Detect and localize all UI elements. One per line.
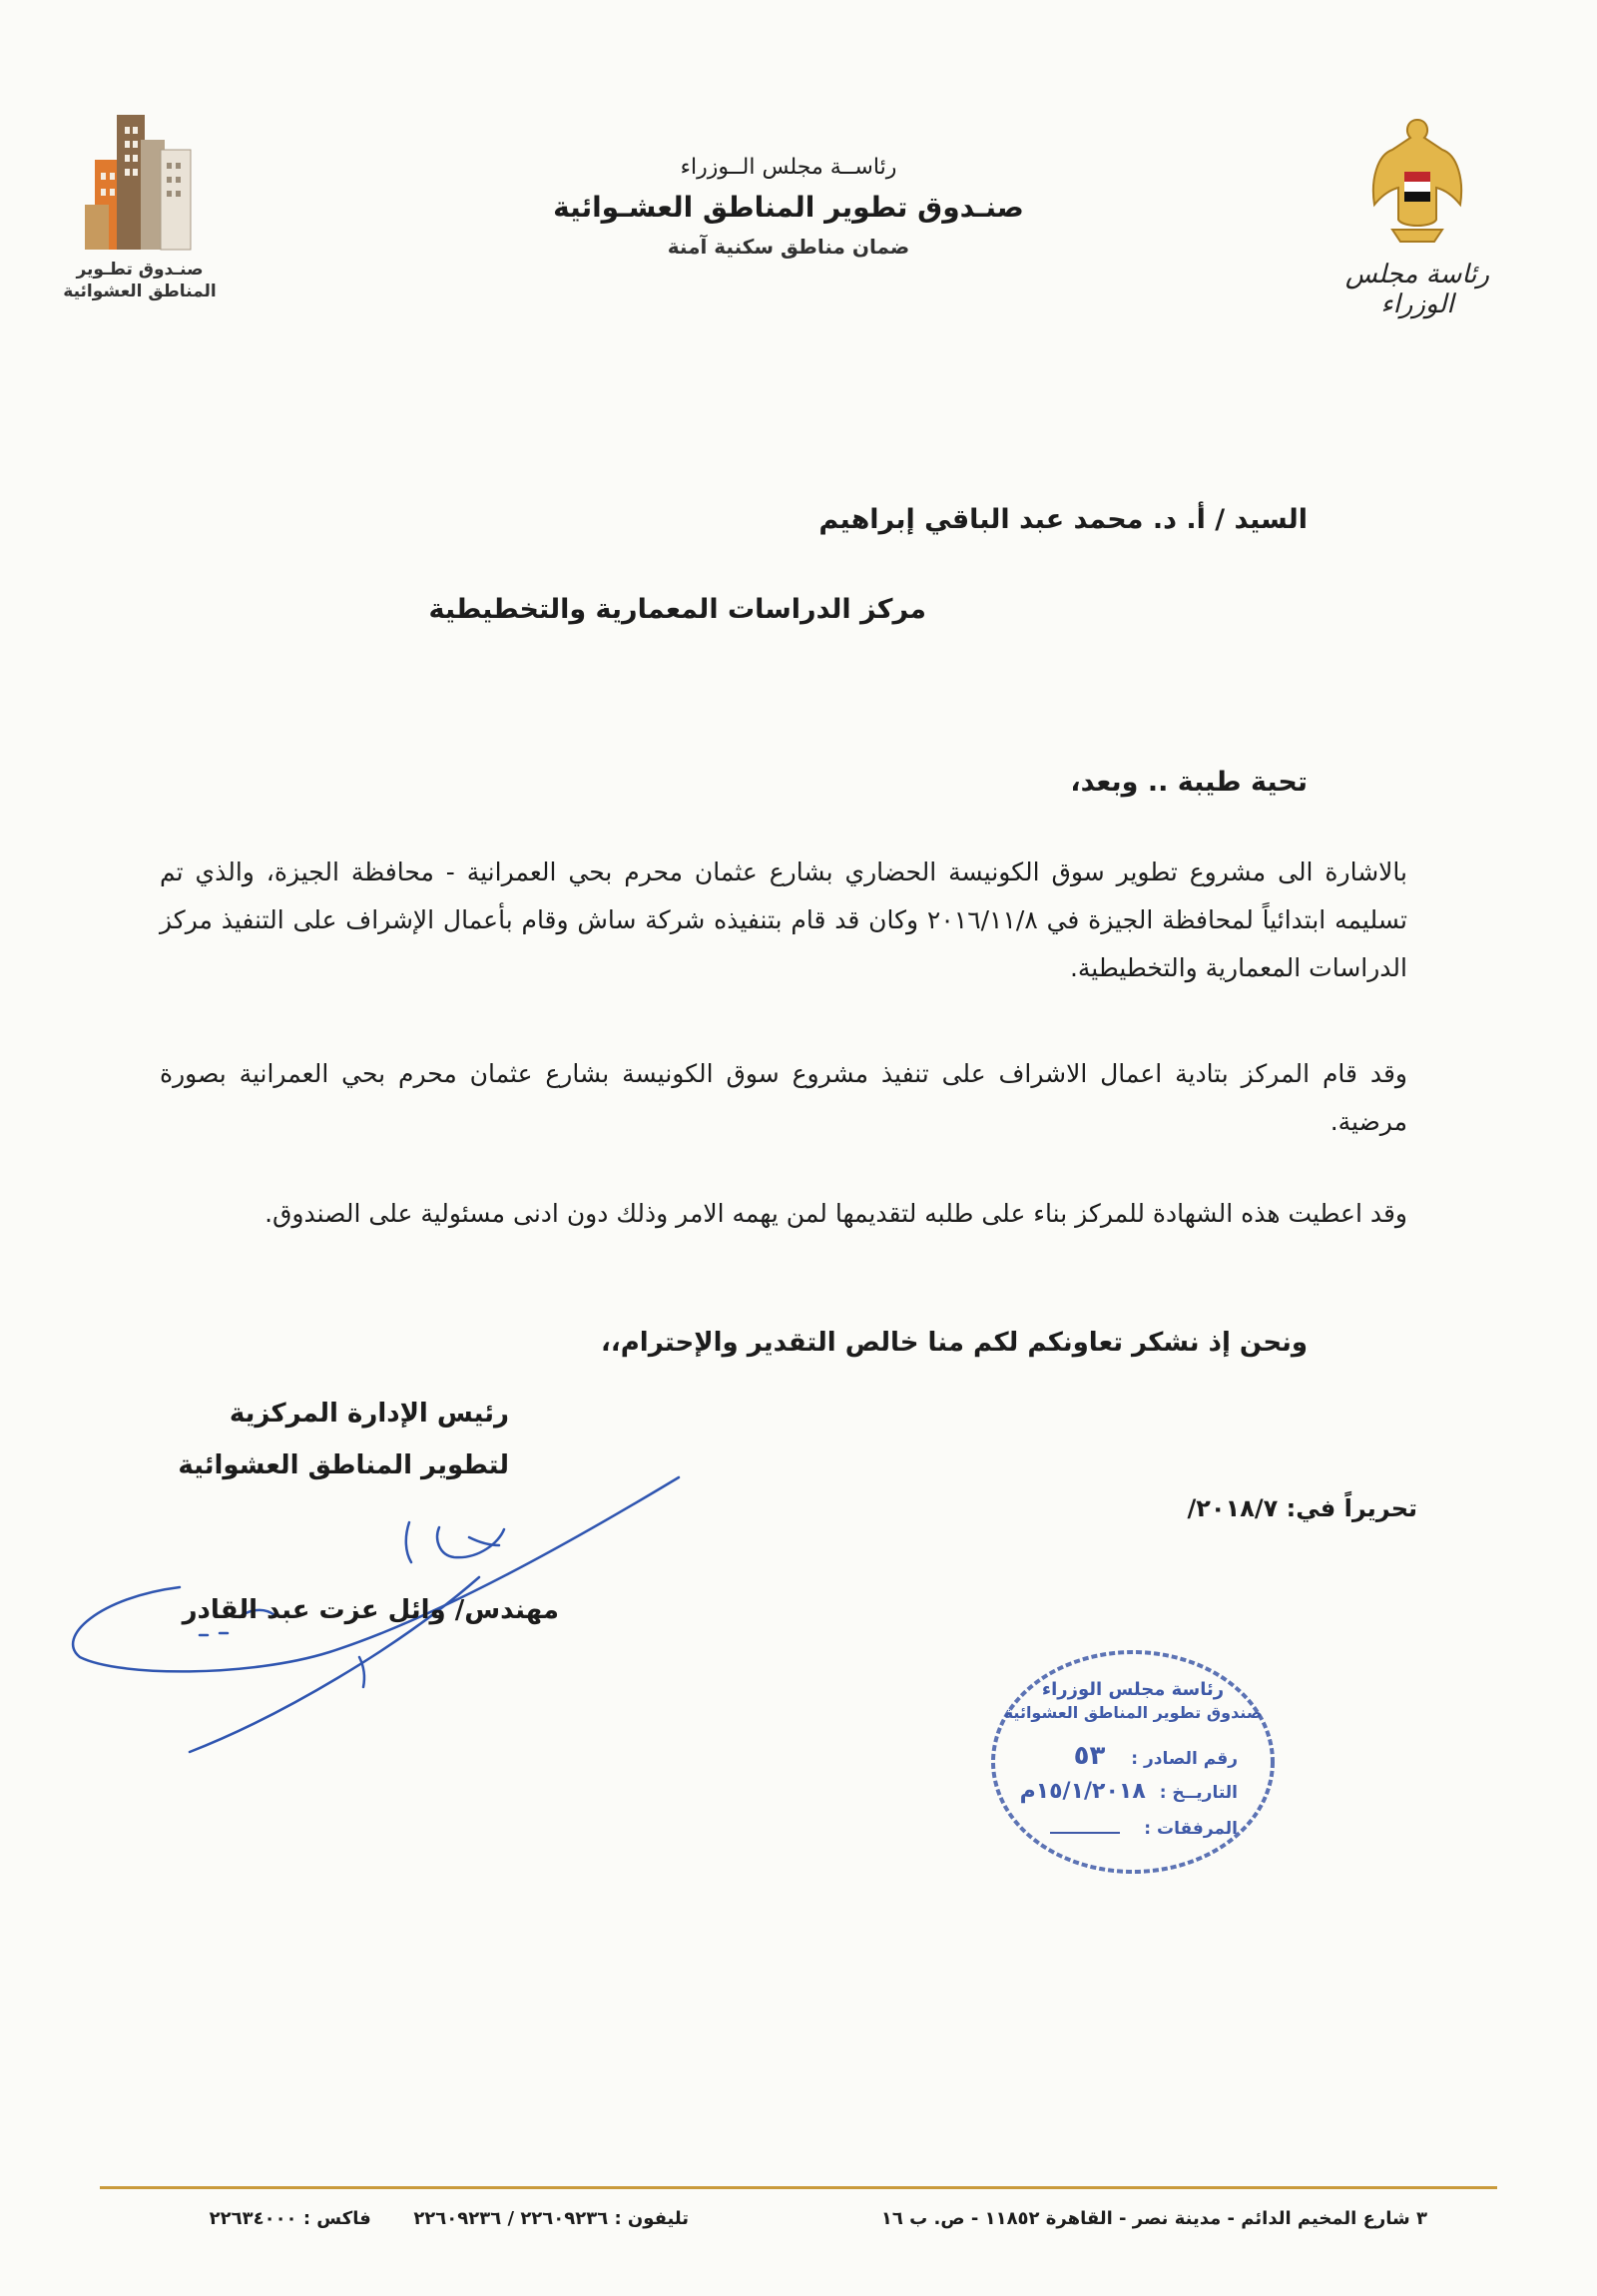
stamp-number-label: رقم الصادر : [1131,1749,1238,1769]
paragraph-1: بالاشارة الى مشروع تطوير سوق الكونيسة الحضاري بشارع عثمان محرم بحي العمرانية - محافظة الجيزة، والذي تم تسليمه ابتدائياً لمحافظة الجيزة في ٢٠١٦/١١/٨ وكان قد قام بتنفيذه شركة ساش وقام بأعمال الإشراف على التنفيذ مركز الدراسات المعمارية والتخطيطية. [160,858,1408,982]
stamp-date [1008,1779,1238,1804]
buildings-icon [75,105,205,255]
signatory-name: مهندس/ وائل عزت عبد القادر [182,1595,559,1625]
letterhead-line-3: ضمان مناطق سكنية آمنة [667,235,910,259]
addressee: السيد / أ. د. محمد عبد الباقي إبراهيم [818,504,1308,535]
stamp-line-2: صندوق تطوير المناطق العشوائية [1003,1703,1263,1722]
paragraph-3: وقد اعطيت هذه الشهادة للمركز بناء على طلبه لتقديمها لمن يهمه الامر وذلك دون ادنى مسئولية على الصندوق. [265,1199,1407,1228]
signatory-title-line-1: رئيس الإدارة المركزية [229,1399,509,1429]
stamp-attachments-label: المرفقات : [1144,1819,1238,1839]
greeting: تحية طيبة .. وبعد، [1070,767,1308,798]
cabinet-logo [1318,110,1517,319]
cabinet-logo-caption: رئاسة مجلس الوزراء [1344,260,1490,319]
stamp-date-label: التاريــخ : [1159,1783,1238,1803]
issue-date-value: ٢٠١٨/٧/ [1187,1494,1279,1522]
footer-rule [100,2186,1497,2189]
footer-fax: فاكس : ٢٢٦٣٤٠٠٠ [209,2208,371,2229]
stamp-number-value: ٥٣ [1073,1741,1106,1771]
letterhead-line-1: رئاســة مجلس الــوزراء [680,155,897,180]
stamp-attachments [1018,1819,1238,1839]
fund-logo-caption-1: صنـدوق تطـوير [76,260,204,280]
paragraph-2: وقد قام المركز بتادية اعمال الاشراف على تنفيذ مشروع سوق الكونيسة بشارع عثمان محرم بحي العمرانية بصورة مرضية. [160,1059,1407,1136]
letterhead-line-2: صنـدوق تطوير المناطق العشـوائية [553,191,1024,224]
closing: ونحن إذ نشكر تعاونكم لكم منا خالص التقدير والإحترام،، [601,1328,1308,1358]
issue-date-label: تحريراً في: [1286,1494,1417,1522]
fund-logo-caption-2: المناطق العشوائية [63,282,217,301]
eagle-emblem-icon [1362,110,1472,250]
organization: مركز الدراسات المعمارية والتخطيطية [428,594,926,625]
stamp-date-value: ١٥/١/٢٠١٨م [1019,1779,1146,1804]
issue-date [998,1494,1417,1522]
footer-address: ٣ شارع المخيم الدائم - مدينة نصر - القاهرة ١١٨٥٢ - ص. ب ١٦ [880,2208,1427,2229]
signatory-title-line-2: لتطوير المناطق العشوائية [178,1450,509,1480]
footer-phone: تليفون : ٢٢٦٠٩٢٣٦ / ٢٢٦٠٩٢٣٦ [413,2208,689,2229]
letterhead [519,150,1058,264]
footer-contact [170,2208,689,2229]
official-stamp [988,1647,1278,1877]
stamp-number [1018,1741,1238,1771]
stamp-line-1: رئاسة مجلس الوزراء [1041,1679,1225,1700]
fund-logo [60,105,220,302]
